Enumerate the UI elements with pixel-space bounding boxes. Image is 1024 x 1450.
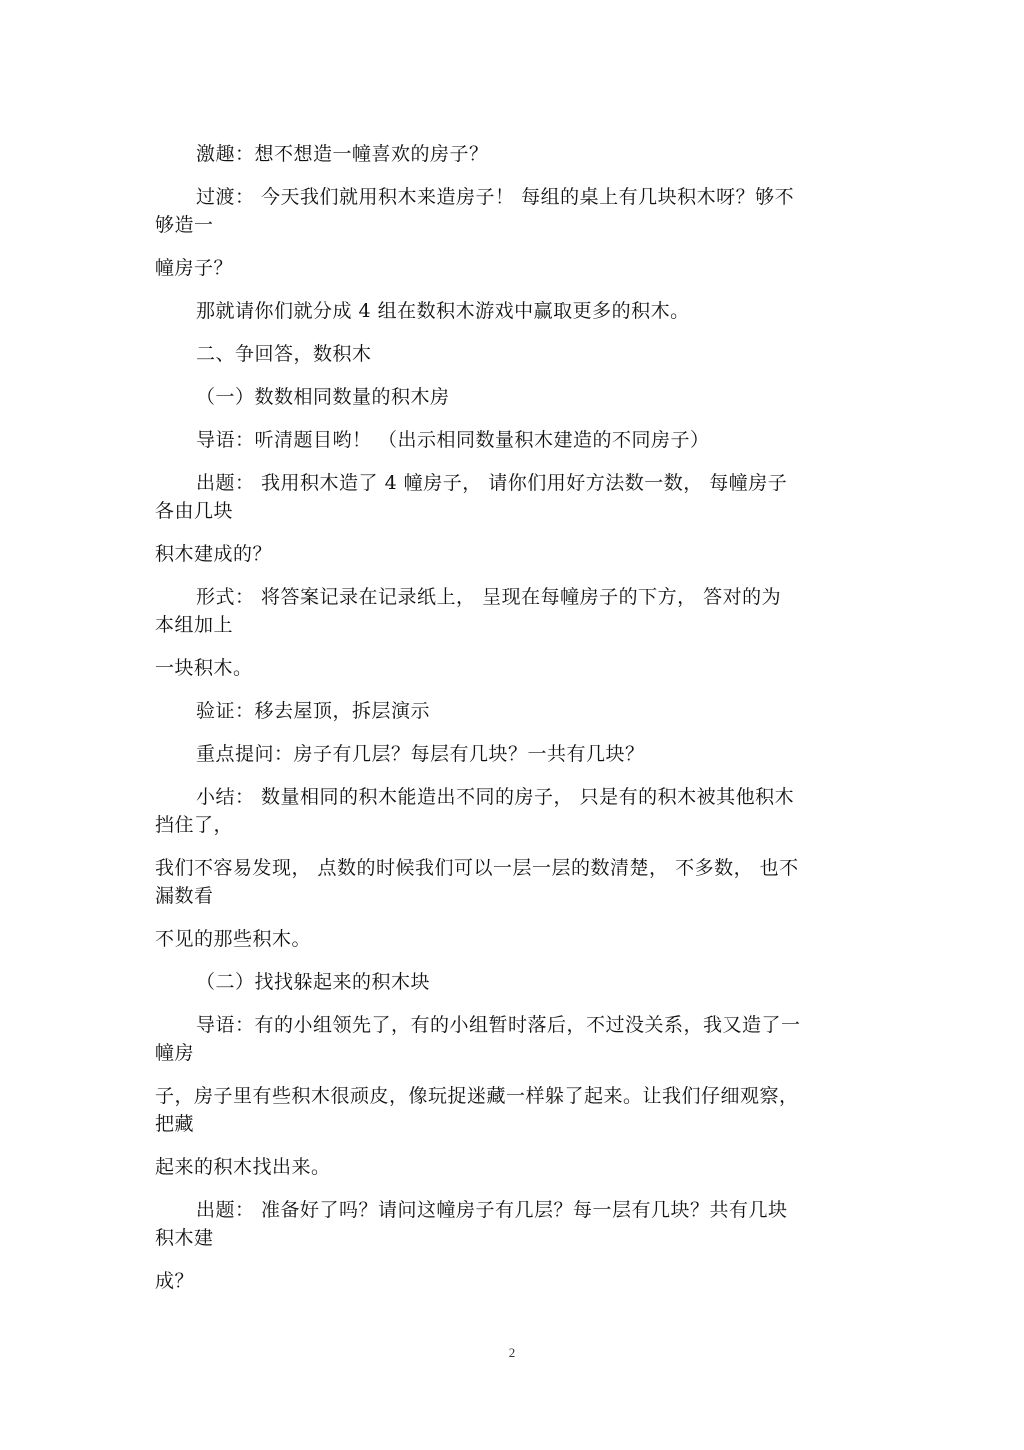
text-line: 积木建 <box>155 1227 214 1249</box>
text-line: 重点提问：房子有几层？每层有几块？一共有几块？ <box>196 743 645 765</box>
text-line: 形式： 将答案记录在记录纸上， 呈现在每幢房子的下方， 答对的为 <box>196 586 782 608</box>
text-line: 过渡： 今天我们就用积木来造房子！ 每组的桌上有几块积木呀？够不 <box>196 186 795 208</box>
text-line: 那就请你们就分成 4 组在数积木游戏中赢取更多的积木。 <box>196 300 690 322</box>
text-line: 幢房 <box>155 1042 195 1064</box>
text-line: 本组加上 <box>155 614 234 636</box>
text-line: 导语：有的小组领先了，有的小组暂时落后，不过没关系，我又造了一 <box>196 1014 801 1036</box>
text-line: 小结： 数量相同的积木能造出不同的房子， 只是有的积木被其他积木 <box>196 786 795 808</box>
text-line: 各由几块 <box>155 500 234 522</box>
text-line: 激趣：想不想造一幢喜欢的房子？ <box>196 143 489 165</box>
text-line: 挡住了， <box>155 814 234 836</box>
subsection-heading: （二）找找躲起来的积木块 <box>196 971 431 993</box>
text-line: 积木建成的？ <box>155 543 273 565</box>
subsection-heading: （一）数数相同数量的积木房 <box>196 386 450 408</box>
text-line: 把藏 <box>155 1113 195 1135</box>
text-line: 一块积木。 <box>155 657 253 679</box>
text-line: 子，房子里有些积木很顽皮，像玩捉迷藏一样躲了起来。让我们仔细观察， <box>155 1085 799 1107</box>
section-heading: 二、争回答，数积木 <box>196 343 372 365</box>
text-line: 起来的积木找出来。 <box>155 1156 331 1178</box>
text-line: 出题： 我用积木造了 4 幢房子， 请你们用好方法数一数， 每幢房子 <box>196 472 788 494</box>
text-line: 导语：听清题目哟！ （出示相同数量积木建造的不同房子） <box>196 429 710 451</box>
text-line: 验证：移去屋顶，拆层演示 <box>196 700 431 722</box>
text-line: 漏数看 <box>155 885 214 907</box>
text-line: 成？ <box>155 1270 195 1292</box>
text-line: 出题： 准备好了吗？请问这幢房子有几层？每一层有几块？共有几块 <box>196 1199 788 1221</box>
text-line: 幢房子？ <box>155 257 234 279</box>
text-line: 够造一 <box>155 214 214 236</box>
text-line: 我们不容易发现， 点数的时候我们可以一层一层的数清楚， 不多数， 也不 <box>155 857 799 879</box>
page-number: 2 <box>508 1345 516 1360</box>
text-line: 不见的那些积木。 <box>155 928 312 950</box>
